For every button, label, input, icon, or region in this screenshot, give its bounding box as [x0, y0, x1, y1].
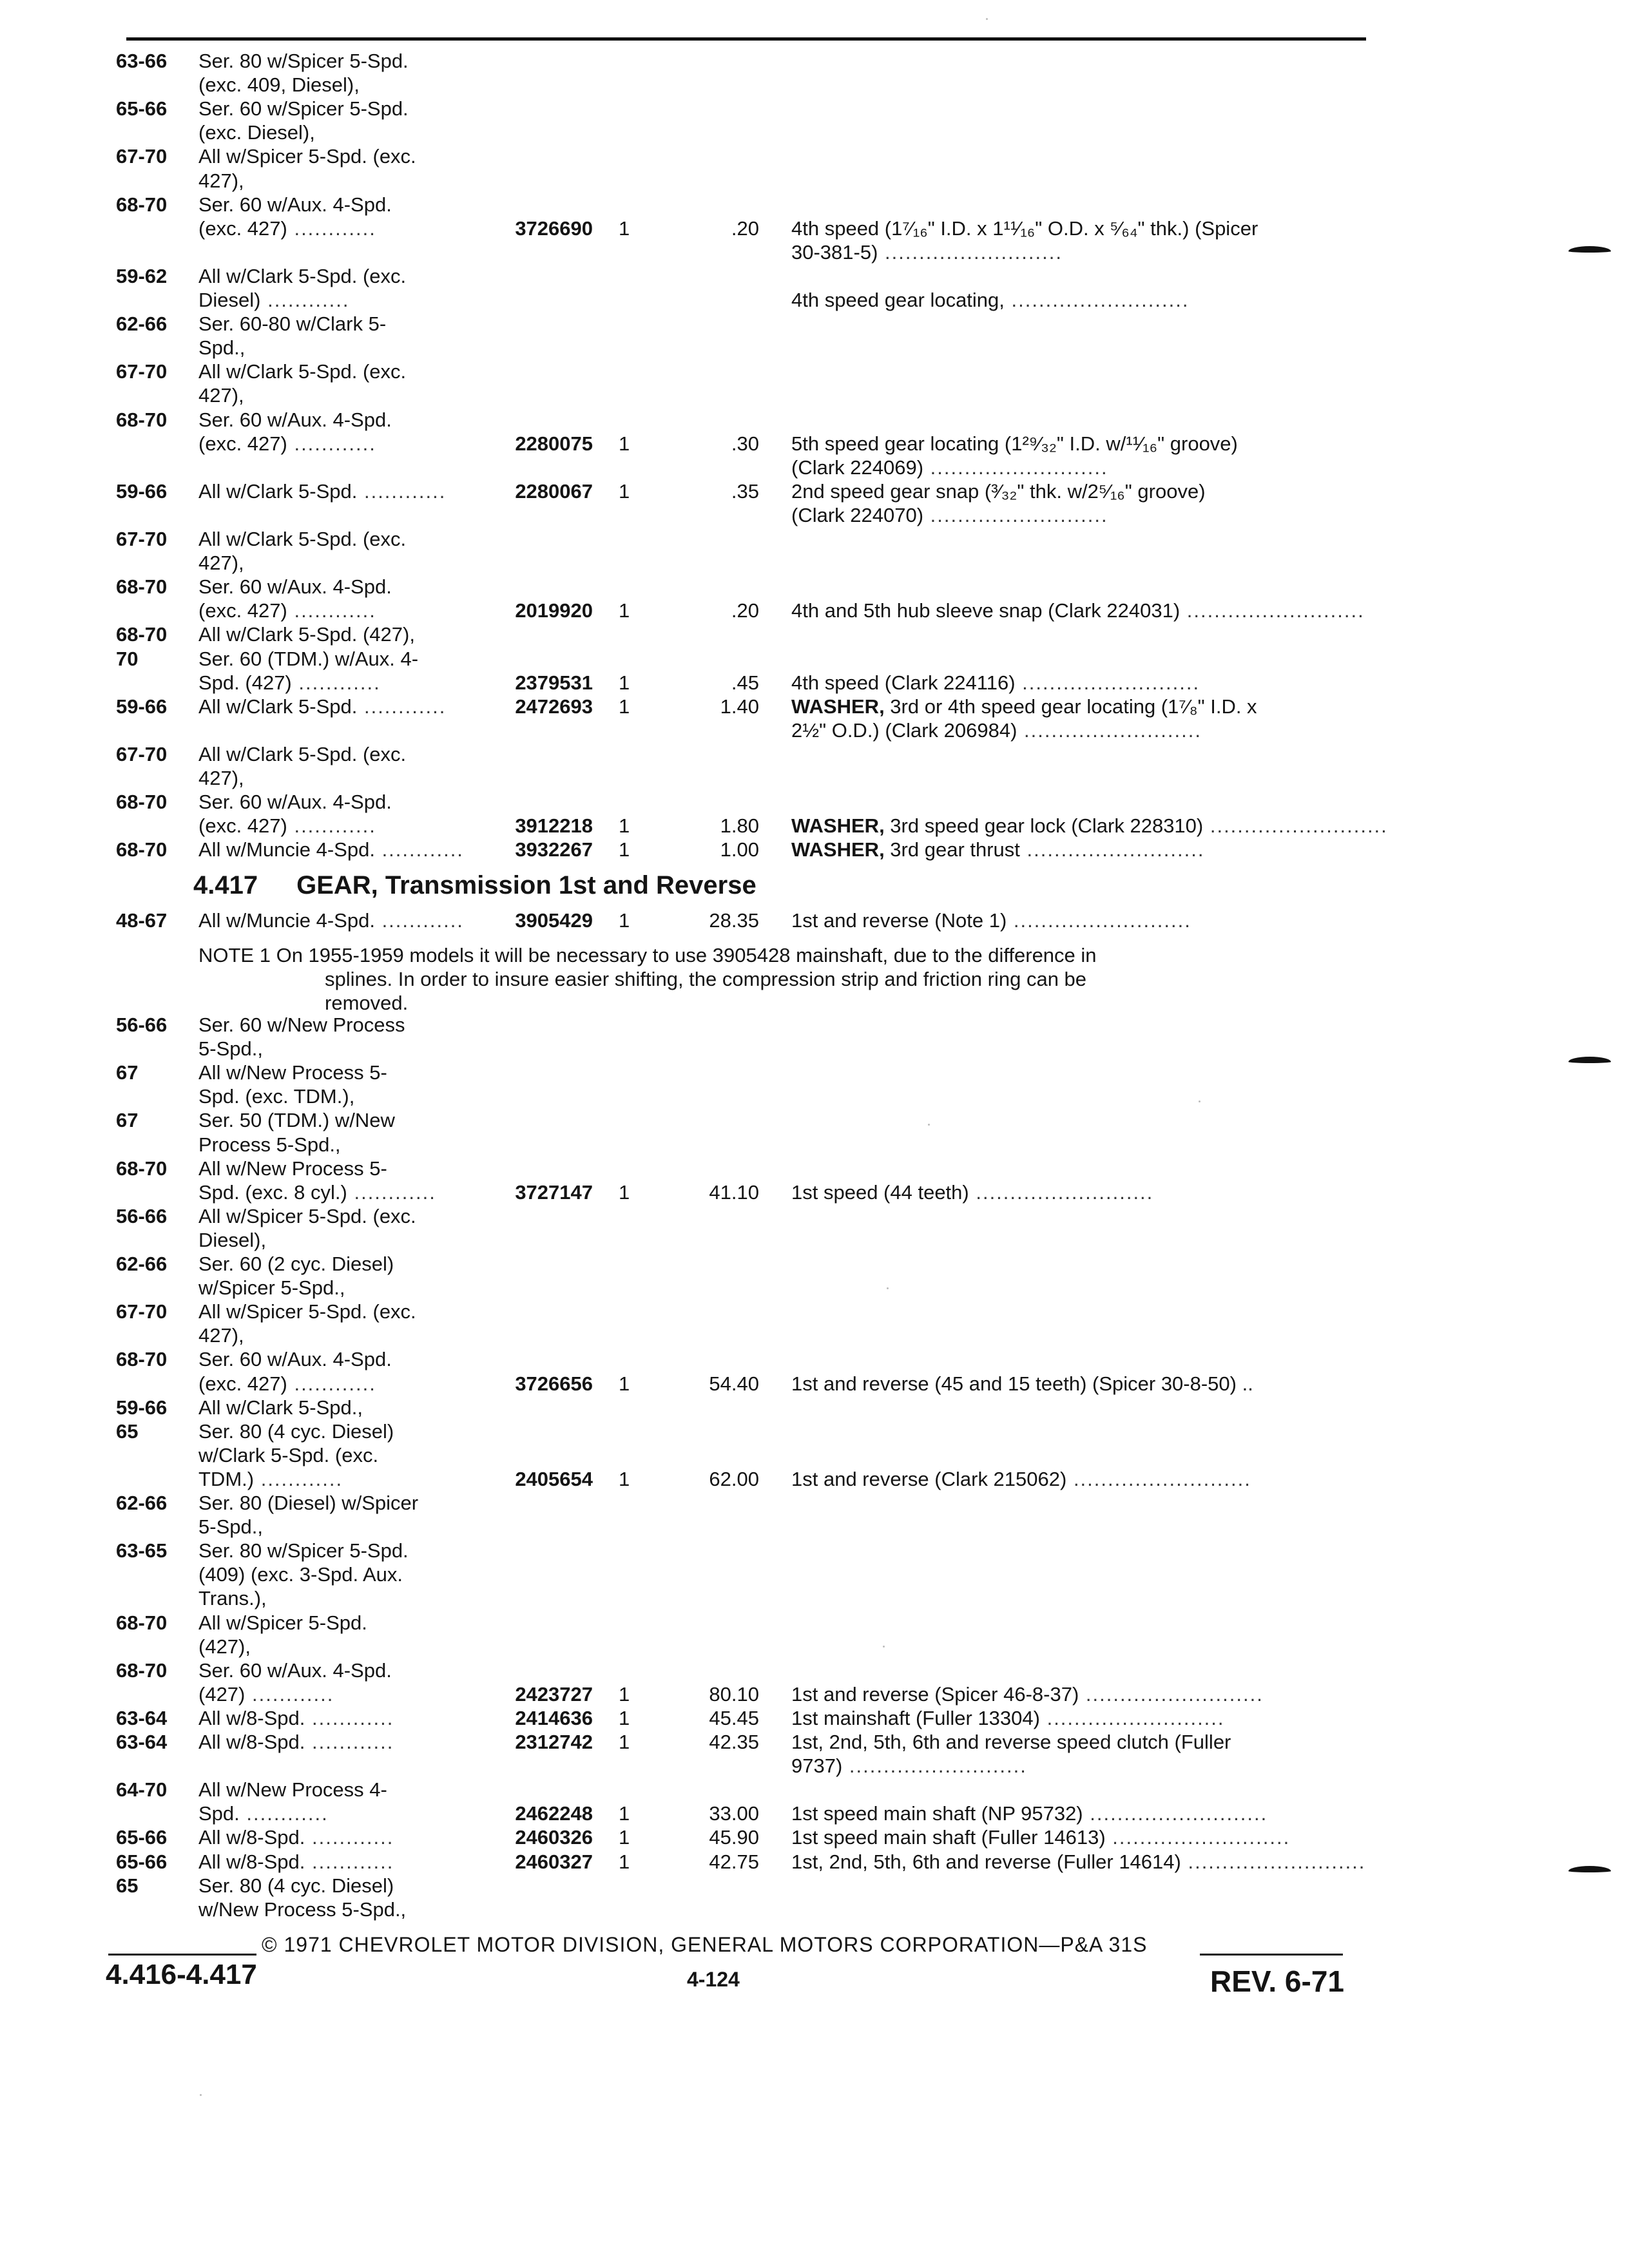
dot-leader: ............	[357, 479, 447, 503]
model-application: All w/Clark 5-Spd. (427),	[198, 623, 415, 646]
dot-leader: ..........................	[842, 1754, 1027, 1778]
model-years: 68-70	[116, 575, 168, 599]
model-years: 67	[116, 1061, 139, 1084]
description-text: 4th speed (Clark 224116)	[791, 671, 1016, 694]
model-application: All w/Clark 5-Spd. ............	[198, 479, 447, 503]
part-description	[791, 1706, 1225, 1730]
description-text: 1st speed main shaft (Fuller 14613)	[791, 1826, 1106, 1849]
model-application: All w/New Process 5-	[198, 1157, 387, 1180]
part-description	[791, 503, 1108, 527]
model-years: 63-64	[116, 1731, 168, 1753]
scan-speck	[887, 1287, 889, 1289]
model-years: 67-70	[116, 1300, 168, 1323]
model-application: Ser. 60-80 w/Clark 5-	[198, 312, 387, 336]
model-years: 68-70	[116, 791, 168, 814]
description-text: 2nd speed gear snap (³⁄₃₂" thk. w/2⁵⁄₁₆" groove)	[791, 479, 1206, 503]
model-application: Trans.),	[198, 1587, 267, 1610]
quantity: 1	[619, 1731, 630, 1753]
part-description	[791, 479, 1206, 503]
dot-leader: ............	[357, 695, 447, 718]
model-application: All w/Clark 5-Spd. (exc.	[198, 264, 407, 287]
dot-leader: ..........................	[1180, 599, 1365, 622]
part-number: 3726656	[515, 1372, 593, 1395]
quantity: 1	[619, 1682, 630, 1706]
model-application: All w/Spicer 5-Spd. (exc.	[198, 1204, 416, 1227]
model-application: Ser. 60 w/Aux. 4-Spd.	[198, 193, 392, 216]
model-years: 70	[116, 647, 139, 670]
model-years: 56-66	[116, 1204, 168, 1227]
part-description	[791, 908, 1191, 932]
model-years: 65-66	[116, 1850, 168, 1873]
revision-label: REV. 6-71	[1210, 1965, 1344, 1998]
section-number: 4.417	[193, 871, 258, 899]
model-application: Ser. 60 w/Aux. 4-Spd.	[198, 791, 392, 814]
model-years: 62-66	[116, 1253, 168, 1275]
model-years: 68-70	[116, 1348, 168, 1371]
part-description	[791, 432, 1238, 456]
model-application: (exc. 427) ............	[198, 599, 376, 622]
dot-leader: ............	[287, 1372, 376, 1395]
model-application: 427),	[198, 1324, 244, 1347]
dot-leader: ............	[347, 1180, 436, 1204]
quantity: 1	[619, 814, 630, 838]
quantity: 1	[619, 1467, 630, 1490]
part-description	[791, 288, 1189, 312]
description-text: 30-381-5)	[791, 240, 878, 264]
model-application: All w/Clark 5-Spd. (exc.	[198, 528, 407, 550]
model-application: 427),	[198, 767, 244, 789]
model-application: Ser. 60 w/Aux. 4-Spd.	[198, 408, 392, 431]
scan-speck	[200, 2094, 202, 2096]
part-description	[791, 1682, 1264, 1706]
model-application: Ser. 60 w/New Process	[198, 1014, 405, 1036]
part-description	[791, 1802, 1268, 1825]
model-application: (427),	[198, 1635, 251, 1658]
dot-leader: ..........................	[1105, 1826, 1291, 1849]
list-price: .35	[731, 479, 759, 503]
part-number: 3932267	[515, 838, 593, 861]
model-years: 62-66	[116, 312, 168, 336]
description-text: 5th speed gear locating (1²⁹⁄₃₂" I.D. w/¹¹⁄₁₆" groove)	[791, 432, 1238, 455]
list-price: 41.10	[709, 1180, 759, 1204]
part-description	[791, 1850, 1365, 1874]
dot-leader: ............	[374, 909, 464, 932]
model-years: 59-66	[116, 1396, 168, 1419]
model-application: All w/Clark 5-Spd. (exc.	[198, 742, 407, 765]
section-title: GEAR, Transmission 1st and Reverse	[296, 871, 757, 899]
model-application: (427) ............	[198, 1682, 334, 1706]
model-years: 65-66	[116, 97, 168, 120]
model-years: 68-70	[116, 1611, 168, 1634]
dot-leader: ..........................	[1066, 1467, 1251, 1490]
quantity: 1	[619, 909, 630, 932]
description-text: 3rd or 4th speed gear locating (1⁷⁄₈" I.D. x	[884, 695, 1257, 718]
model-years: 65	[116, 1874, 139, 1897]
description-text: 1st, 2nd, 5th, 6th and reverse (Fuller 14614)	[791, 1850, 1181, 1873]
part-number: 3905429	[515, 909, 593, 932]
model-years: 68-70	[116, 838, 168, 861]
part-description	[791, 1825, 1290, 1849]
model-application: All w/Muncie 4-Spd. ............	[198, 909, 464, 932]
binder-tab-mark	[1568, 246, 1611, 253]
scan-speck	[1199, 1100, 1200, 1102]
model-application: w/Clark 5-Spd. (exc.	[198, 1443, 379, 1466]
description-text: 3rd gear thrust	[884, 838, 1020, 861]
list-price: 45.90	[709, 1826, 759, 1849]
dot-leader: ............	[291, 671, 381, 694]
model-application: All w/Clark 5-Spd.,	[198, 1396, 363, 1419]
model-years: 59-62	[116, 264, 168, 287]
description-text: 4th and 5th hub sleeve snap (Clark 224031)	[791, 599, 1181, 622]
dot-leader: ..........................	[1019, 838, 1205, 861]
description-text: 4th speed (1⁷⁄₁₆" I.D. x 1¹¹⁄₁₆" O.D. x ⁵⁄₆₄" thk.) (Spicer	[791, 216, 1258, 240]
quantity: 1	[619, 432, 630, 455]
model-application: All w/New Process 4-	[198, 1778, 387, 1802]
model-years: 68-70	[116, 623, 168, 646]
description-text: 2½" O.D.) (Clark 206984)	[791, 718, 1017, 742]
model-application: TDM.) ............	[198, 1467, 343, 1490]
list-price: .20	[731, 599, 759, 622]
part-description	[791, 718, 1202, 742]
model-application: 427),	[198, 384, 244, 407]
note-line: removed.	[325, 992, 409, 1014]
binder-tab-mark	[1568, 1866, 1611, 1872]
model-application: All w/Clark 5-Spd. ............	[198, 695, 447, 718]
dot-leader: ............	[254, 1467, 343, 1490]
model-years: 68-70	[116, 1157, 168, 1180]
model-application: (exc. 427) ............	[198, 432, 376, 455]
part-number: 2280067	[515, 479, 593, 503]
part-number: 2379531	[515, 671, 593, 694]
part-description	[791, 695, 1257, 718]
description-text: 1st and reverse (Note 1)	[791, 909, 1007, 932]
part-description	[791, 838, 1204, 861]
note-line: splines. In order to insure easier shifting, the compression strip and friction ring can be	[325, 968, 1087, 990]
model-application: All w/8-Spd. ............	[198, 1731, 394, 1753]
list-price: 42.35	[709, 1731, 759, 1753]
part-number: 3726690	[515, 216, 593, 240]
model-application: Ser. 50 (TDM.) w/New	[198, 1109, 395, 1132]
dot-leader: ..........................	[923, 503, 1108, 526]
part-number: 3912218	[515, 814, 593, 838]
list-price: .45	[731, 671, 759, 694]
dot-leader: ..........................	[1079, 1682, 1264, 1706]
model-years: 67	[116, 1109, 139, 1132]
model-application: 427),	[198, 169, 244, 192]
part-description	[791, 240, 1063, 264]
dot-leader: ..........................	[1004, 289, 1190, 311]
model-application: Spd. ............	[198, 1802, 329, 1825]
model-application: Spd. (exc. TDM.),	[198, 1085, 355, 1108]
dot-leader: ..........................	[1203, 814, 1388, 838]
part-number: 2405654	[515, 1467, 593, 1490]
dot-leader: ............	[305, 1826, 394, 1849]
copyright-line: © 1971 CHEVROLET MOTOR DIVISION, GENERAL MOTORS CORPORATION—P&A 31S	[262, 1933, 1148, 1956]
part-number: 3727147	[515, 1180, 593, 1204]
list-price: 33.00	[709, 1802, 759, 1825]
quantity: 1	[619, 216, 630, 240]
model-application: 5-Spd.,	[198, 1515, 263, 1539]
dot-leader: ..........................	[1015, 671, 1200, 694]
model-years: 67-70	[116, 528, 168, 550]
model-application: Diesel),	[198, 1228, 267, 1251]
model-application: (exc. 427) ............	[198, 1372, 376, 1395]
model-application: Ser. 60 w/Aux. 4-Spd.	[198, 1658, 392, 1682]
model-application: Ser. 80 (4 cyc. Diesel)	[198, 1419, 394, 1443]
model-application: Ser. 60 w/Spicer 5-Spd.	[198, 97, 409, 120]
dot-leader: ............	[239, 1802, 329, 1825]
description-text: 1st mainshaft (Fuller 13304)	[791, 1706, 1040, 1729]
model-years: 48-67	[116, 909, 168, 932]
dot-leader: ..........................	[878, 240, 1063, 264]
model-application: w/Spicer 5-Spd.,	[198, 1276, 345, 1300]
dot-leader: ............	[287, 432, 376, 455]
model-application: Ser. 60 (2 cyc. Diesel)	[198, 1253, 394, 1275]
dot-leader: ............	[287, 216, 376, 240]
page-number: 4-124	[687, 1968, 740, 1991]
part-description	[791, 599, 1365, 622]
quantity: 1	[619, 479, 630, 503]
model-years: 68-70	[116, 1658, 168, 1682]
description-text: 1st speed (44 teeth)	[791, 1180, 969, 1204]
dot-leader: ............	[287, 599, 376, 622]
model-application: (exc. 427) ............	[198, 814, 376, 838]
part-description	[791, 456, 1108, 479]
quantity: 1	[619, 1802, 630, 1825]
top-rule	[126, 37, 1366, 41]
part-description	[791, 1754, 1027, 1778]
description-text: 1st and reverse (45 and 15 teeth) (Spicer 30-8-50) ..	[791, 1372, 1253, 1395]
quantity: 1	[619, 1180, 630, 1204]
note-line: NOTE 1 On 1955-1959 models it will be necessary to use 3905428 mainshaft, due to the difference in	[198, 944, 1097, 966]
list-price: 1.00	[720, 838, 759, 861]
model-application: Ser. 80 w/Spicer 5-Spd.	[198, 50, 409, 72]
model-application: All w/Spicer 5-Spd. (exc.	[198, 1300, 416, 1323]
scan-speck	[928, 1124, 930, 1126]
description-text: 3rd speed gear lock (Clark 228310)	[884, 814, 1204, 838]
model-application: (exc. 427) ............	[198, 216, 376, 240]
dot-leader: ..........................	[969, 1180, 1154, 1204]
model-years: 68-70	[116, 193, 168, 216]
quantity: 1	[619, 838, 630, 861]
list-price: 54.40	[709, 1372, 759, 1395]
footer-rule	[108, 1954, 256, 1956]
quantity: 1	[619, 671, 630, 694]
model-years: 65-66	[116, 1826, 168, 1849]
model-application: (409) (exc. 3-Spd. Aux.	[198, 1563, 403, 1586]
model-application: 5-Spd.,	[198, 1037, 263, 1061]
model-application: Spd.,	[198, 336, 246, 360]
model-application: All w/Muncie 4-Spd. ............	[198, 838, 464, 861]
dot-leader: ..........................	[1017, 718, 1202, 742]
model-application: w/New Process 5-Spd.,	[198, 1898, 407, 1921]
list-price: .20	[731, 216, 759, 240]
model-application: All w/Spicer 5-Spd.	[198, 1611, 367, 1634]
dot-leader: ............	[245, 1682, 334, 1706]
list-price: 80.10	[709, 1682, 759, 1706]
item-keyword: WASHER,	[791, 695, 885, 718]
binder-tab-mark	[1568, 1057, 1611, 1063]
description-text: 1st speed main shaft (NP 95732)	[791, 1802, 1083, 1825]
quantity: 1	[619, 1706, 630, 1729]
model-application: Ser. 80 (4 cyc. Diesel)	[198, 1874, 394, 1897]
model-application: All w/8-Spd. ............	[198, 1826, 394, 1849]
model-years: 63-65	[116, 1539, 168, 1562]
part-number: 2472693	[515, 695, 593, 718]
model-application: Spd. (427) ............	[198, 671, 381, 694]
model-years: 67-70	[116, 742, 168, 765]
model-application: Ser. 60 (TDM.) w/Aux. 4-	[198, 647, 419, 670]
list-price: 28.35	[709, 909, 759, 932]
part-number: 2312742	[515, 1731, 593, 1753]
description-text: 1st and reverse (Clark 215062)	[791, 1467, 1067, 1490]
model-application: Ser. 80 (Diesel) w/Spicer	[198, 1492, 419, 1514]
model-years: 64-70	[116, 1778, 168, 1802]
model-application: Ser. 60 w/Aux. 4-Spd.	[198, 575, 392, 599]
dot-leader: ..........................	[1181, 1850, 1366, 1873]
model-years: 63-66	[116, 50, 168, 72]
list-price: 42.75	[709, 1850, 759, 1873]
list-price: 45.45	[709, 1706, 759, 1729]
part-number: 2019920	[515, 599, 593, 622]
model-application: Ser. 60 w/Aux. 4-Spd.	[198, 1348, 392, 1371]
model-application: All w/8-Spd. ............	[198, 1706, 394, 1729]
part-description	[791, 216, 1258, 240]
item-keyword: WASHER,	[791, 838, 885, 861]
quantity: 1	[619, 695, 630, 718]
section-heading	[193, 871, 757, 900]
model-application: All w/New Process 5-	[198, 1061, 387, 1084]
list-price: .30	[731, 432, 759, 455]
scan-speck	[986, 18, 988, 20]
dot-leader: ............	[305, 1731, 394, 1753]
model-years: 56-66	[116, 1014, 168, 1036]
description-text: (Clark 224070)	[791, 503, 924, 526]
quantity: 1	[619, 599, 630, 622]
model-years: 59-66	[116, 695, 168, 718]
model-years: 62-66	[116, 1492, 168, 1514]
model-years: 65	[116, 1419, 139, 1443]
dot-leader: ............	[374, 838, 464, 861]
model-years: 63-64	[116, 1706, 168, 1729]
model-application: All w/8-Spd. ............	[198, 1850, 394, 1873]
model-years: 67-70	[116, 360, 168, 383]
dot-leader: ............	[287, 814, 376, 838]
part-description	[791, 1372, 1253, 1396]
list-price: 1.40	[720, 695, 759, 718]
dot-leader: ..........................	[1007, 909, 1191, 932]
section-range: 4.416-4.417	[106, 1959, 257, 1990]
model-years: 67-70	[116, 145, 168, 168]
part-number: 2423727	[515, 1682, 593, 1706]
description-text: (Clark 224069)	[791, 456, 924, 479]
model-application: All w/Clark 5-Spd. (exc.	[198, 360, 407, 383]
part-description	[791, 1180, 1153, 1204]
quantity: 1	[619, 1826, 630, 1849]
part-description	[791, 1467, 1251, 1491]
dot-leader: ..........................	[1039, 1706, 1225, 1729]
part-description	[791, 1730, 1231, 1754]
description-text: 1st, 2nd, 5th, 6th and reverse speed clutch (Fuller	[791, 1731, 1231, 1753]
model-application: Diesel) ............	[198, 289, 350, 311]
dot-leader: ............	[305, 1706, 394, 1729]
footer-rule	[1200, 1954, 1343, 1956]
list-price: 1.80	[720, 814, 759, 838]
part-number: 2462248	[515, 1802, 593, 1825]
dot-leader: ..........................	[923, 456, 1108, 479]
part-description	[791, 814, 1388, 838]
description-text: 9737)	[791, 1754, 843, 1778]
model-years: 59-66	[116, 479, 168, 503]
model-application: Ser. 80 w/Spicer 5-Spd.	[198, 1539, 409, 1562]
dot-leader: ............	[305, 1850, 394, 1873]
description-text: 4th speed gear locating,	[791, 289, 1005, 311]
description-text: 1st and reverse (Spicer 46-8-37)	[791, 1682, 1079, 1706]
list-price: 62.00	[709, 1467, 759, 1490]
part-number: 2460326	[515, 1826, 593, 1849]
part-description	[791, 671, 1200, 695]
quantity: 1	[619, 1372, 630, 1395]
model-application: Spd. (exc. 8 cyl.) ............	[198, 1180, 436, 1204]
dot-leader: ..........................	[1083, 1802, 1268, 1825]
part-number: 2460327	[515, 1850, 593, 1873]
model-application: (exc. Diesel),	[198, 121, 315, 144]
dot-leader: ............	[260, 289, 350, 311]
scan-speck	[883, 1646, 885, 1648]
model-application: Process 5-Spd.,	[198, 1133, 341, 1156]
model-application: All w/Spicer 5-Spd. (exc.	[198, 145, 416, 168]
model-application: (exc. 409, Diesel),	[198, 73, 360, 97]
part-number: 2414636	[515, 1706, 593, 1729]
model-application: 427),	[198, 552, 244, 575]
quantity: 1	[619, 1850, 630, 1873]
part-number: 2280075	[515, 432, 593, 455]
item-keyword: WASHER,	[791, 814, 885, 838]
model-years: 68-70	[116, 408, 168, 431]
